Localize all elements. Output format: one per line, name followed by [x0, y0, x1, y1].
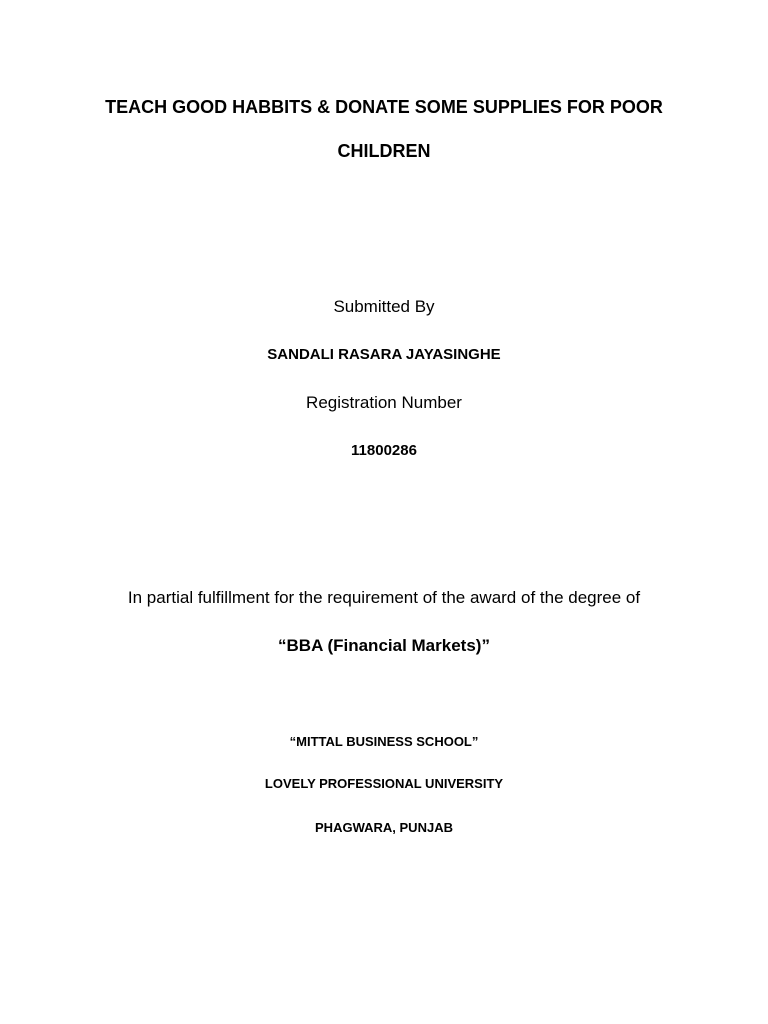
registration-label: Registration Number	[306, 393, 462, 412]
title-line-2: CHILDREN	[337, 141, 431, 161]
student-name: SANDALI RASARA JAYASINGHE	[267, 346, 501, 363]
school-name: “MITTAL BUSINESS SCHOOL”	[289, 734, 479, 749]
registration-number: 11800286	[351, 442, 417, 459]
location: PHAGWARA, PUNJAB	[315, 820, 453, 835]
degree-name: “BBA (Financial Markets)”	[278, 636, 490, 655]
submitted-by-label: Submitted By	[333, 297, 435, 316]
fulfillment-text: In partial fulfillment for the requirement of the award of the degree of	[127, 588, 641, 607]
title-line-1: TEACH GOOD HABBITS & DONATE SOME SUPPLIES FOR POOR	[105, 97, 663, 117]
university-name: LOVELY PROFESSIONAL UNIVERSITY	[264, 776, 504, 791]
